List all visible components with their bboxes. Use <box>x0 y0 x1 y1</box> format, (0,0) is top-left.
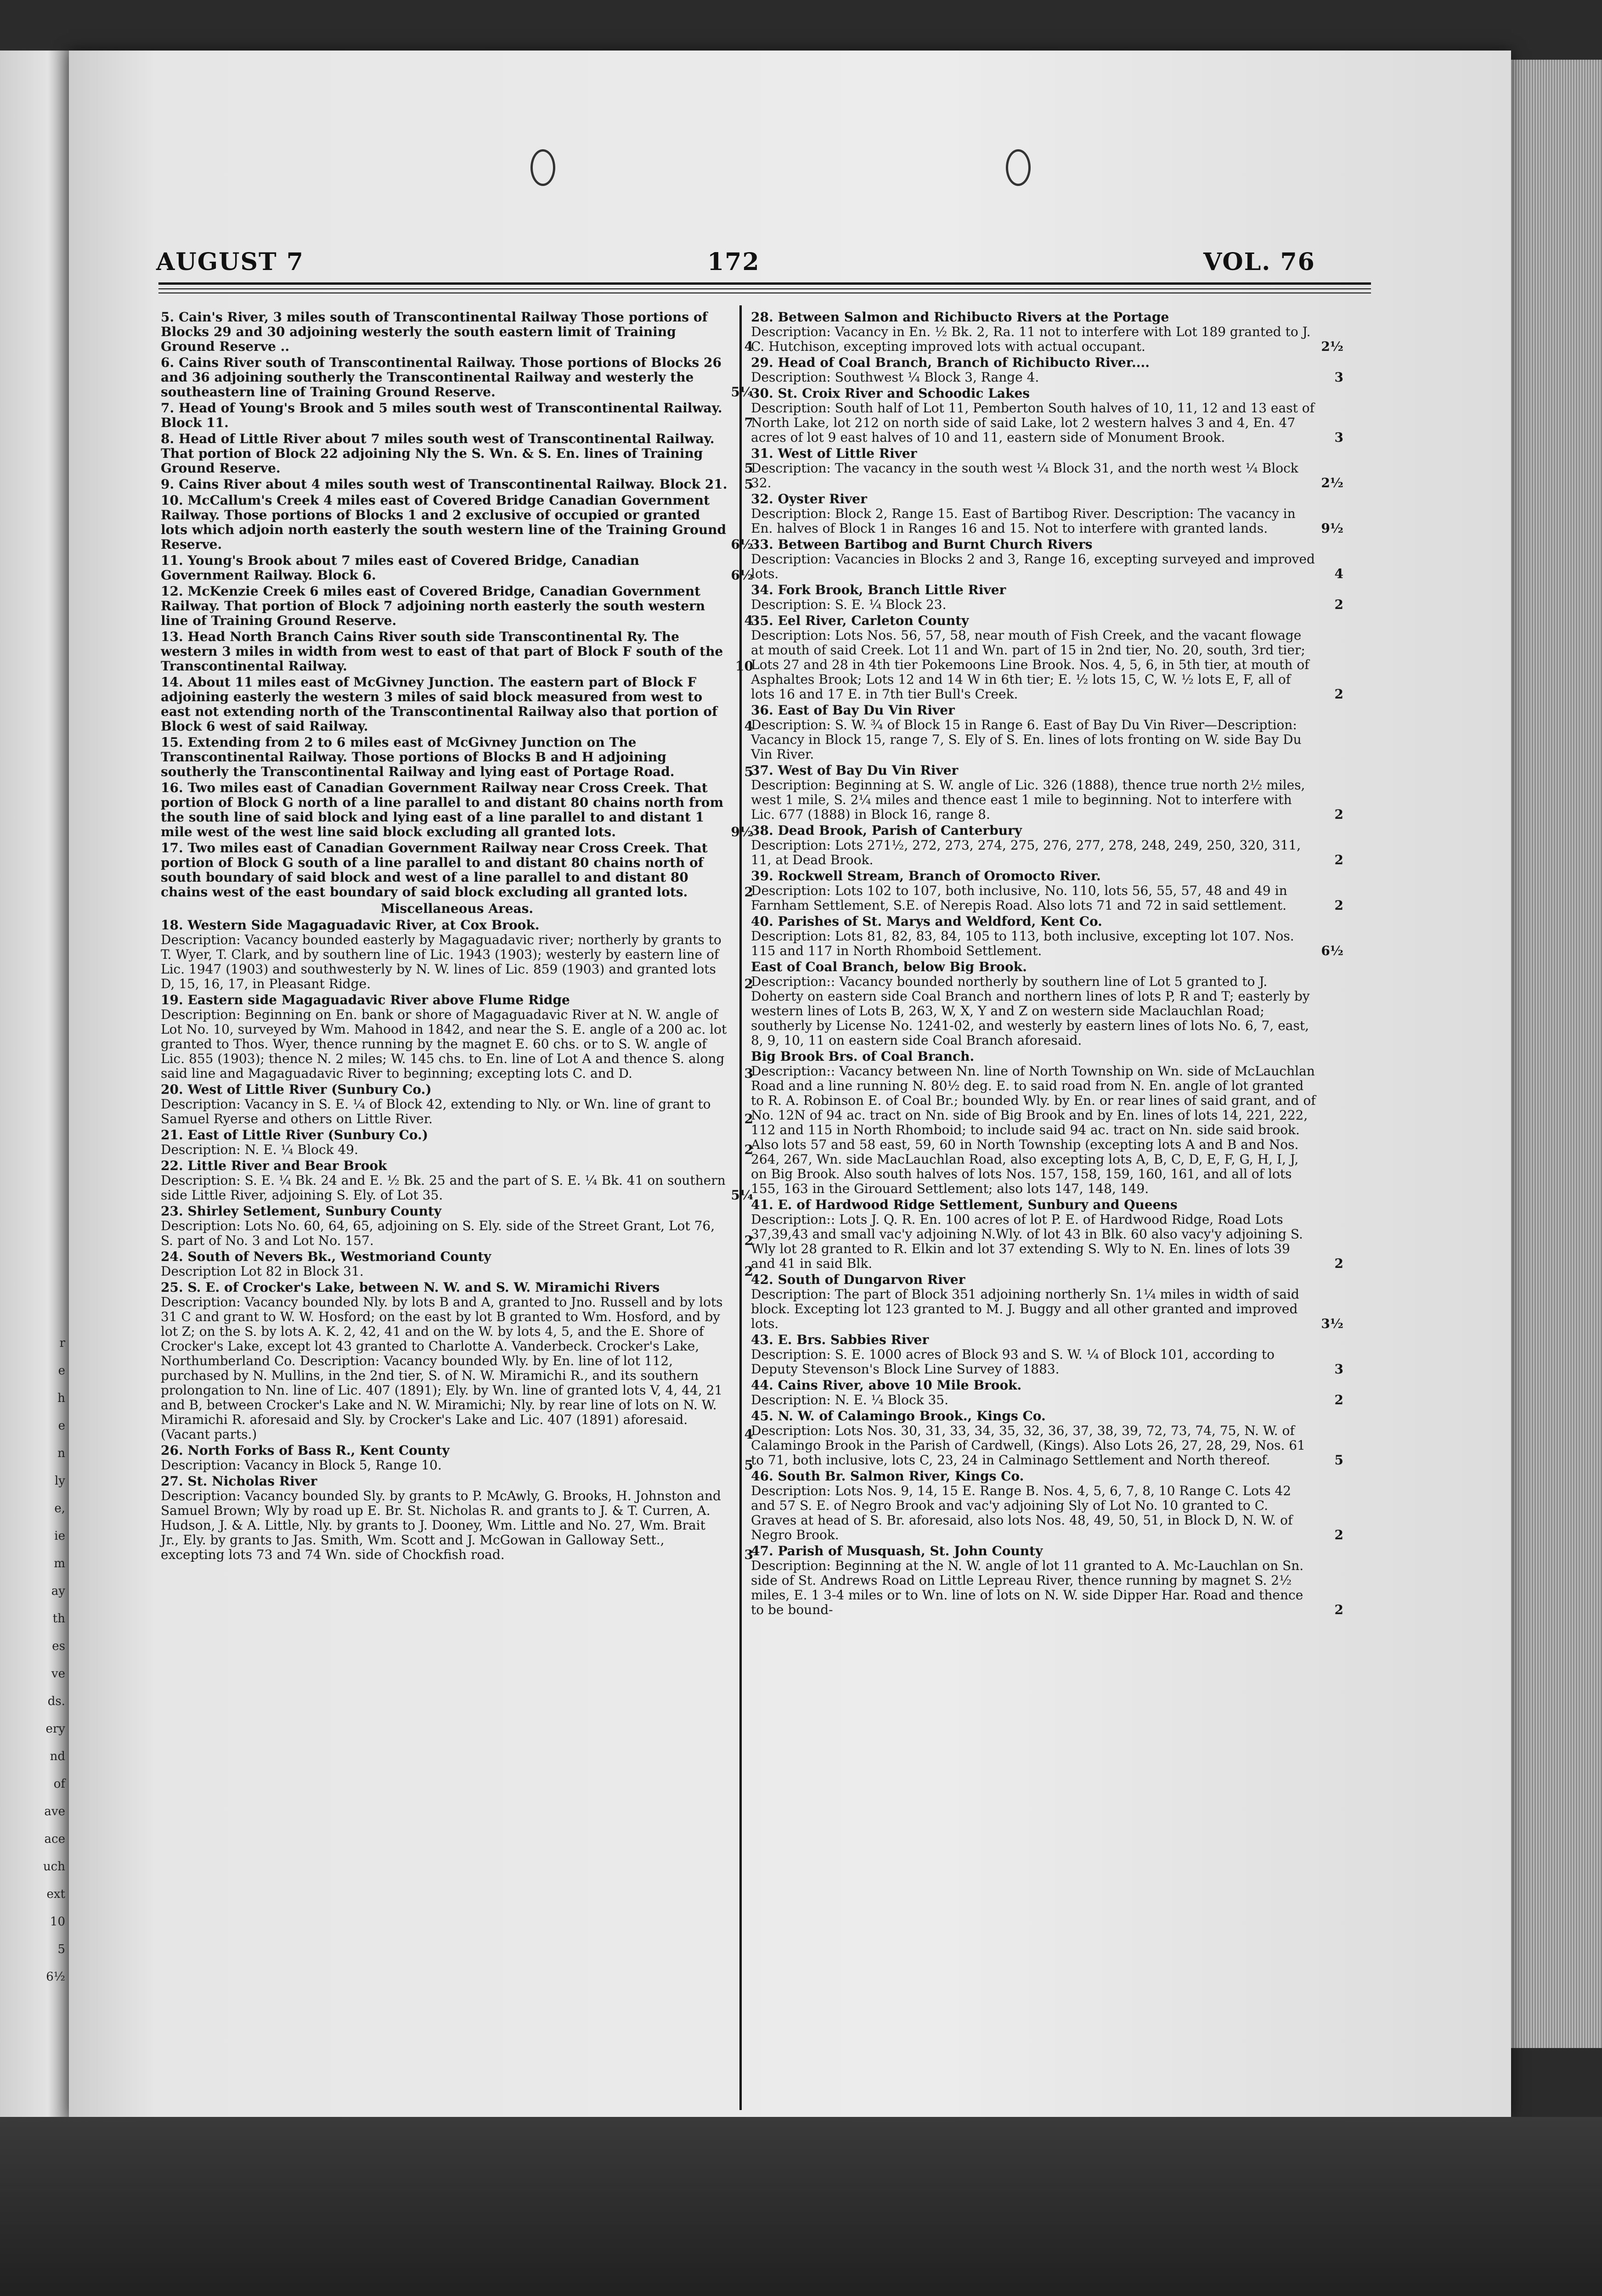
listing-entry <box>751 763 1343 822</box>
entry-title: 24. South of Nevers Bk., Westmoriand County <box>161 1249 491 1264</box>
facing-page-fragment: h <box>57 1391 65 1405</box>
entry-title: 11. Young's Brook about 7 miles east of Covered Bridge, Canadian Government Railway. Block 6. <box>161 553 639 583</box>
entry-title: 22. Little River and Bear Brook <box>161 1158 387 1173</box>
listing-entry <box>751 355 1343 385</box>
entry-area-quantity: 5¼ <box>731 1187 753 1203</box>
entry-area-quantity: 3½ <box>1321 1316 1343 1331</box>
header-date: AUGUST 7 <box>156 248 304 276</box>
listing-entry <box>161 1204 753 1248</box>
listing-entry <box>751 914 1343 958</box>
facing-page-fragment: m <box>54 1557 65 1570</box>
entry-title: 19. Eastern side Magaguadavic River above Flume Ridge <box>161 992 570 1007</box>
listing-entry <box>751 1333 1343 1377</box>
entry-title: 5. Cain's River, 3 miles south of Transcontinental Railway Those portions of Blocks 29 and 30 adjoining westerly the south eastern limit of Training Ground Reserve .. <box>161 310 708 354</box>
listing-entry <box>161 781 753 839</box>
listing-entry <box>161 1474 753 1562</box>
listing-entry <box>751 537 1343 581</box>
entry-description: Description: Lots 271½, 272, 273, 274, 275, 276, 277, 278, 248, 249, 250, 320, 311, 11, at Dead Brook. <box>751 838 1301 867</box>
listing-entry <box>161 993 753 1081</box>
entry-description: Description: Vacancies in Blocks 2 and 3, Range 16, excepting surveyed and improved lots. <box>751 551 1315 581</box>
entry-area-quantity: 2 <box>744 976 753 991</box>
left-column-misc-entries <box>161 918 753 1562</box>
facing-page-fragment: e <box>58 1419 65 1433</box>
entry-description: Description: Lots 102 to 107, both inclusive, No. 110, lots 56, 55, 57, 48 and 49 in Farnham Settlement, S.E. of Nerepis Road. Also lots 71 and 72 in said settlement. <box>751 883 1287 913</box>
entry-title: 45. N. W. of Calamingo Brook., Kings Co. <box>751 1408 1046 1424</box>
listing-entry <box>161 1128 753 1157</box>
facing-page-fragment: ave <box>44 1805 65 1818</box>
listing-entry <box>751 492 1343 536</box>
facing-page-fragment: e <box>58 1364 65 1378</box>
entry-description: Description:: Vacancy between Nn. line of North Township on Wn. side of McLauchlan Road and a line running N. 80½ deg. E. to said road from N. En. angle of lot granted to R. A. Robinson E. of Coal Br.; bounded Wly. by En. or rear lines of said grant, and of No. 12N of 94 ac. tract on Nn. side of Big Brook and by En. lines of lots 14, 221, 222, 112 and 115 in North Rhomboid; to include said 94 ac. tract on Nn. side said brook. Also lots 57 and 58 east, 59, 60 in North Township (excepting lots A and B and Nos. 264, 267, Wn. side MacLauchlan Road, also excepting lots A, B, C, D, E, F, G, H, I, J, on Big Brook. Also south halves of lots Nos. 157, 158, 159, 160, 161, and all of lots 155, 163 in the Girouard Settlement; also lots 147, 148, 149. <box>751 1064 1316 1196</box>
entry-title: 8. Head of Little River about 7 miles south west of Transcontinental Railway. That portion of Block 22 adjoining Nly the S. Wn. & S. En. lines of Training Ground Reserve. <box>161 431 715 476</box>
entry-area-quantity: 2 <box>744 1142 753 1157</box>
listing-entry <box>751 1272 1343 1331</box>
listing-entry <box>161 401 753 430</box>
entry-description: Description: The part of Block 351 adjoining northerly Sn. 1¼ miles in width of said block. Excepting lot 123 granted to M. J. Buggy and all other granted and improved lots. <box>751 1287 1299 1331</box>
entry-title: 15. Extending from 2 to 6 miles east of McGivney Junction on The Transcontinental Railway. Those portions of Blocks B and H adjoining southerly the Transcontinental Railway and lying east of Portage Road. <box>161 735 675 779</box>
entry-description: Description: N. E. ¼ Block 49. <box>161 1142 359 1157</box>
entry-area-quantity: 9½ <box>1321 521 1343 536</box>
entry-title: 27. St. Nicholas River <box>161 1474 317 1489</box>
facing-page-fragment: es <box>52 1639 65 1653</box>
listing-entry <box>751 960 1343 1048</box>
entry-area-quantity: 2 <box>1334 1602 1343 1617</box>
entry-title: 42. South of Dungarvon River <box>751 1272 965 1287</box>
listing-entry <box>161 630 753 674</box>
entry-area-quantity: 2 <box>744 1111 753 1126</box>
listing-entry <box>161 735 753 779</box>
entry-area-quantity: 4 <box>744 719 753 734</box>
listing-entry <box>751 823 1343 867</box>
entry-title: 38. Dead Brook, Parish of Canterbury <box>751 823 1022 838</box>
entry-title: 32. Oyster River <box>751 491 867 506</box>
facing-page-fragment: ly <box>54 1474 65 1488</box>
punch-hole-left <box>530 149 555 186</box>
entry-title: 46. South Br. Salmon River, Kings Co. <box>751 1469 1024 1484</box>
entry-area-quantity: 2 <box>1334 1256 1343 1271</box>
entry-title: 10. McCallum's Creek 4 miles east of Covered Bridge Canadian Government Railway. Those portions of Blocks 1 and 2 exclusive of occupied or granted lots which adjoin north easterly the south western line of the Training Ground Reserve. <box>161 493 727 552</box>
listing-entry <box>161 841 753 900</box>
entry-area-quantity: 4 <box>1334 566 1343 581</box>
entry-area-quantity: 2 <box>744 884 753 900</box>
entry-description: Description: The vacancy in the south west ¼ Block 31, and the north west ¼ Block 32. <box>751 461 1298 490</box>
entry-title: 16. Two miles east of Canadian Government Railway near Cross Creek. That portion of Block G north of a line parallel to and distant 80 chains north from the south line of said block and lying east of a line parallel to and distant 1 mile west of the west line said block excluding all granted lots. <box>161 780 724 839</box>
listing-entry <box>161 355 753 400</box>
listing-entry <box>751 1469 1343 1542</box>
entry-title: 12. McKenzie Creek 6 miles east of Covered Bridge, Canadian Government Railway. That portion of Block 7 adjoining north easterly the south western line of Training Ground Reserve. <box>161 584 705 628</box>
entry-area-quantity: 5 <box>744 764 753 779</box>
listing-entry <box>751 310 1343 354</box>
left-column <box>161 310 753 1564</box>
punch-hole-right <box>1006 149 1031 186</box>
right-column-coal-branch-entries <box>751 960 1343 1196</box>
listing-entry <box>751 1049 1343 1196</box>
entry-area-quantity: 3 <box>1334 370 1343 385</box>
entry-description: Description: S. E. ¼ Block 23. <box>751 597 947 612</box>
entry-title: 34. Fork Brook, Branch Little River <box>751 582 1006 597</box>
facing-page-fragment: 10 <box>50 1915 65 1929</box>
entry-description: Description: Vacancy bounded easterly by Magaguadavic river; northerly by grants to T. Wyer, T. Clark, and by southern line of Lic. 1943 (1903); westerly by eastern line of Lic. 1947 (1903) and southwesterly by N. W. lines of Lic. 859 (1903) and granted lots D, 15, 16, 17, in Pleasant Ridge. <box>161 932 722 991</box>
entry-description: Description: Lots No. 60, 64, 65, adjoining on S. Ely. side of the Street Grant, Lot 76, S. part of No. 3 and Lot No. 157. <box>161 1218 715 1248</box>
entry-title: 7. Head of Young's Brook and 5 miles south west of Transcontinental Railway. Block 11. <box>161 400 722 430</box>
entry-description: Description: Vacancy in Block 5, Range 10. <box>161 1458 442 1473</box>
listing-entry <box>751 583 1343 612</box>
facing-page-fragment: of <box>53 1777 65 1791</box>
entry-title: 17. Two miles east of Canadian Government Railway near Cross Creek. That portion of Block G south of a line parallel to and distant 80 chains north of south boundary of said block and west of a line parallel to and distant 80 chains west of the east boundary of said block excluding all granted lots. <box>161 840 708 900</box>
facing-page-fragment: ace <box>44 1832 65 1846</box>
facing-page-fragment: th <box>52 1612 65 1626</box>
entry-description: Description: N. E. ¼ Block 35. <box>751 1392 949 1407</box>
entry-area-quantity: 2 <box>1334 1527 1343 1542</box>
entry-area-quantity: 9½ <box>731 824 753 839</box>
entry-description: Description:: Vacancy bounded northerly by southern line of Lot 5 granted to J. Doherty on eastern side Coal Branch and northern lines of lots P, R and T; easterly by western lines of Lots B, 263, W, X, Y and Z on western side Maclauchlan Road; southerly by License No. 1241-02, and westerly by eastern lines of lots No. 6, 7, east, 8, 9, 10, 11 on eastern side Coal Branch aforesaid. <box>751 974 1310 1048</box>
entry-description: Description: Vacancy bounded Nly. by lots B and A, granted to Jno. Russell and by lots 31 C and grant to W. W. Hosford; on the east by lot B granted to Wm. Hosford, and by lot Z; on the S. by lots A. K. 2, 42, 41 and on the W. by lots 4, 5, and the E. Shore of Crocker's Lake, except lot 43 granted to Charlotte A. Vanderbeck. Crocker's Lake, Northumberland Co. Description: Vacancy bounded Wly. by En. line of lot 112, purchased by N. Mullins, in the 2nd tier, S. of N. W. Miramichi R., and its southern prolongation to Nn. line of Lic. 407 (1891); Ely. by Wn. line of granted lots V, 4, 44, 21 and B, between Crocker's Lake and N. W. Miramichi; Nly. by rear line of lots on N. W. Miramichi R. aforesaid and Sly. by Crocker's Lake and Lic. 407 (1891) aforesaid. (Vacant parts.) <box>161 1294 723 1442</box>
entry-area-quantity: 2 <box>1334 1392 1343 1407</box>
entry-title: 25. S. E. of Crocker's Lake, between N. W. and S. W. Miramichi Rivers <box>161 1280 660 1295</box>
listing-entry <box>161 493 753 552</box>
entry-title: 36. East of Bay Du Vin River <box>751 703 955 718</box>
listing-entry <box>161 1159 753 1203</box>
entry-description: Description: S. W. ¾ of Block 15 in Range 6. East of Bay Du Vin River—Description: Vacancy in Block 15, range 7, S. Ely of S. En. lines of lots fronting on W. side Bay Du Vin River. <box>751 717 1302 762</box>
entry-description: Description: S. E. 1000 acres of Block 93 and S. W. ¼ of Block 101, according to Deputy Stevenson's Block Line Survey of 1883. <box>751 1347 1275 1377</box>
entry-title: 37. West of Bay Du Vin River <box>751 763 959 778</box>
entry-area-quantity: 4 <box>744 339 753 354</box>
facing-page-fragment: nd <box>50 1750 65 1763</box>
entry-area-quantity: 6½ <box>1321 943 1343 958</box>
facing-page-fragment: ds. <box>47 1694 65 1708</box>
listing-entry <box>161 675 753 734</box>
listing-entry <box>751 869 1343 913</box>
entry-description: Description: Block 2, Range 15. East of Bartibog River. Description: The vacancy in En. halves of Block 1 in Ranges 16 and 15. Not to interfere with granted lands. <box>751 506 1296 536</box>
facing-page-fragment: 5 <box>57 1942 65 1956</box>
listing-entry <box>161 1443 753 1473</box>
entry-description: Description: Lots Nos. 30, 31, 33, 34, 35, 32, 36, 37, 38, 39, 72, 73, 74, 75, N. W. of Calamingo Brook in the Parish of Cardwell, (Kings). Also Lots 26, 27, 28, 29, Nos. 61 to 71, both inclusive, lots C, 23, 24 in Calminago Settlement and North thereof. <box>751 1423 1305 1468</box>
entry-area-quantity: 3 <box>1334 430 1343 445</box>
entry-area-quantity: 2 <box>1334 898 1343 913</box>
entry-title: 40. Parishes of St. Marys and Weldford, Kent Co. <box>751 914 1102 929</box>
entry-title: 26. North Forks of Bass R., Kent County <box>161 1443 450 1458</box>
entry-description: Description: S. E. ¼ Bk. 24 and E. ½ Bk. 25 and the part of S. E. ¼ Bk. 41 on southern side Little River, adjoining S. Ely. of Lot 35. <box>161 1173 726 1203</box>
listing-entry <box>161 477 753 492</box>
left-column-entries <box>161 310 753 900</box>
table-surface <box>0 2117 1602 2296</box>
entry-title: 43. E. Brs. Sabbies River <box>751 1332 929 1347</box>
entry-area-quantity: 2 <box>744 1233 753 1248</box>
entry-description: Description: Beginning at S. W. angle of Lic. 326 (1888), thence true north 2½ miles, west 1 mile, S. 2¼ miles and thence east 1 mile to beginning. Not to interfere with Lic. 677 (1888) in Block 16, range 8. <box>751 777 1305 822</box>
listing-entry <box>161 553 753 583</box>
entry-title: 23. Shirley Setlement, Sunbury County <box>161 1204 442 1219</box>
listing-entry <box>161 1249 753 1279</box>
listing-entry <box>161 918 753 991</box>
entry-area-quantity: 2 <box>1334 687 1343 702</box>
entry-area-quantity: 5 <box>1334 1452 1343 1468</box>
entry-area-quantity: 4 <box>744 613 753 628</box>
listing-entry <box>751 703 1343 762</box>
listing-entry <box>751 1409 1343 1468</box>
facing-page-fragment: r <box>59 1336 65 1350</box>
entry-area-quantity: 3 <box>744 1066 753 1081</box>
entry-area-quantity: 5 <box>744 477 753 492</box>
entry-title: 20. West of Little River (Sunbury Co.) <box>161 1082 432 1097</box>
header-rule-thick <box>158 282 1371 285</box>
misc-areas-heading: Miscellaneous Areas. <box>380 901 534 916</box>
entry-description: Description: Lots Nos. 56, 57, 58, near mouth of Fish Creek, and the vacant flowage at mouth of said Creek. Lot 11 and Wn. part of 15 in 2nd tier, No. 20, south, 3rd tier; Lots 27 and 28 in 4th tier Pokemoons Line Brook. Nos. 4, 5, 6, in 5th tier, at mouth of Asphaltes Brook; Lots 12 and 14 W in 6th tier; E. ½ lots 15, C, W. ½ lots E, F, all of lots 16 and 17 E. in 7th tier Bull's Creek. <box>751 628 1309 702</box>
facing-page-fragment: ay <box>51 1584 65 1598</box>
listing-entry <box>161 1082 753 1126</box>
entry-area-quantity: 10 <box>735 658 753 674</box>
listing-entry <box>161 1280 753 1442</box>
entry-title: Big Brook Brs. of Coal Branch. <box>751 1049 975 1064</box>
entry-title: 14. About 11 miles east of McGivney Junction. The eastern part of Block F adjoining easterly the western 3 miles of said block measured from west to east not extending north of the Transcontinental Railway also that portion of Block 6 west of said Railway. <box>161 675 717 734</box>
entry-description: Description: Beginning on En. bank or shore of Magaguadavic River at N. W. angle of Lot No. 10, surveyed by Wm. Mahood in 1842, and near the S. E. angle of a 200 ac. lot granted to Thos. Wyer, thence running by the magnet E. 60 chs. or to S. W. angle of Lic. 855 (1903); thence N. 2 miles; W. 145 chs. to En. line of Lot A and thence S. along said line and Magaguadavic River to beginning; excepting lots C. and D. <box>161 1007 727 1081</box>
entry-description: Description: Beginning at the N. W. angle of lot 11 granted to A. Mc-Lauchlan on Sn. side of St. Andrews Road on Little Lepreau River, thence running by magnet S. 2½ miles, E. 1 3-4 miles or to Wn. line of lots on N. W. side Dipper Har. Road and thence to be bound- <box>751 1558 1304 1617</box>
entry-area-quantity: 2 <box>744 1264 753 1279</box>
entry-area-quantity: 3 <box>744 1547 753 1562</box>
entry-area-quantity: 2 <box>1334 597 1343 612</box>
entry-description: Description Lot 82 in Block 31. <box>161 1264 364 1279</box>
header-rule-thin <box>158 288 1371 289</box>
facing-page-edge <box>0 51 69 2117</box>
entry-description: Description: Lots Nos. 9, 14, 15 E. Range B. Nos. 4, 5, 6, 7, 8, 10 Range C. Lots 42 and 57 S. E. of Negro Brook and vac'y adjoining Sly of Lot No. 10 granted to C. Graves at head of S. Br. aforesaid, also lots Nos. 48, 49, 50, 51, in Block D, N. W. of Negro Brook. <box>751 1483 1293 1542</box>
entry-title: 33. Between Bartibog and Burnt Church Rivers <box>751 537 1093 552</box>
entry-title: 9. Cains River about 4 miles south west of Transcontinental Railway. Block 21. <box>161 477 728 492</box>
entry-title: 47. Parish of Musquash, St. John County <box>751 1543 1043 1559</box>
entry-area-quantity: 6½ <box>731 537 753 552</box>
entry-area-quantity: 5¼ <box>731 384 753 400</box>
entry-title: 21. East of Little River (Sunbury Co.) <box>161 1127 429 1142</box>
entry-area-quantity: 7 <box>744 415 753 430</box>
listing-entry <box>751 1378 1343 1407</box>
facing-page-fragment: n <box>57 1446 65 1460</box>
gazette-page <box>69 51 1511 2117</box>
entry-area-quantity: 5 <box>744 461 753 476</box>
entry-title: 41. E. of Hardwood Ridge Settlement, Sunbury and Queens <box>751 1197 1178 1212</box>
entry-description: Description: Vacancy in S. E. ¼ of Block 42, extending to Nly. or Wn. line of grant to Samuel Ryerse and others on Little River. <box>161 1097 711 1126</box>
entry-area-quantity: 2 <box>1334 807 1343 822</box>
facing-page-fragment: 6½ <box>46 1970 65 1984</box>
entry-area-quantity: 2½ <box>1321 475 1343 490</box>
listing-entry <box>751 446 1343 490</box>
entry-title: 35. Eel River, Carleton County <box>751 613 969 628</box>
facing-page-fragment: ve <box>51 1667 65 1681</box>
right-column <box>751 310 1343 1619</box>
entry-title: 6. Cains River south of Transcontinental Railway. Those portions of Blocks 26 and 36 adjoining southerly the Transcontinental Railway and westerly the southeastern line of Training Ground Reserve. <box>161 355 722 400</box>
header-page-number: 172 <box>707 248 760 276</box>
entry-title: 13. Head North Branch Cains River south side Transcontinental Ry. The western 3 miles in width from west to east of that part of Block F south of the Transcontinental Railway. <box>161 629 723 674</box>
entry-title: 28. Between Salmon and Richibucto Rivers at the Portage <box>751 310 1169 325</box>
entry-description: Description: Southwest ¼ Block 3, Range 4. <box>751 370 1039 385</box>
entry-title: 18. Western Side Magaguadavic River, at Cox Brook. <box>161 917 540 933</box>
entry-description: Description: Lots 81, 82, 83, 84, 105 to 113, both inclusive, excepting lot 107. Nos. 115 and 117 in North Rhomboid Settlement. <box>751 929 1294 958</box>
listing-entry <box>751 1198 1343 1271</box>
entry-area-quantity: 6½ <box>731 568 753 583</box>
entry-area-quantity: 5 <box>744 1458 753 1473</box>
listing-entry <box>751 1544 1343 1617</box>
facing-page-fragment: ery <box>45 1722 65 1736</box>
entry-area-quantity: 2½ <box>1321 339 1343 354</box>
entry-area-quantity: 3 <box>1334 1362 1343 1377</box>
header-volume: VOL. 76 <box>1203 248 1315 276</box>
entry-description: Description: Vacancy bounded Sly. by grants to P. McAwly, G. Brooks, H. Johnston and Samuel Brown; Wly by road up E. Br. St. Nicholas R. and grants to J. & T. Curren, A. Hudson, J. & A. Little, Nly. by grants to J. Dooney, Wm. Little and No. 27, Wm. Brait Jr., Ely. by grants to Jas. Smith, Wm. Scott and J. McGowan in Galloway Sett., excepting lots 73 and 74 Wn. side of Chockfish road. <box>161 1488 721 1562</box>
entry-description: Description: Vacancy in En. ½ Bk. 2, Ra. 11 not to interfere with Lot 189 granted to J. C. Hutchison, excepting improved lots with actual occupant. <box>751 324 1311 354</box>
page-stack-edge <box>1511 60 1602 2048</box>
listing-entry <box>751 386 1343 445</box>
entry-title: East of Coal Branch, below Big Brook. <box>751 959 1027 974</box>
facing-page-fragment: uch <box>43 1860 65 1874</box>
listing-entry <box>161 310 753 354</box>
entry-area-quantity: 4 <box>744 1427 753 1442</box>
entry-title: 44. Cains River, above 10 Mile Brook. <box>751 1378 1022 1393</box>
facing-page-fragment: e, <box>54 1502 65 1515</box>
entry-description: Description: South half of Lot 11, Pemberton South halves of 10, 11, 12 and 13 east of North Lake, lot 212 on north side of said Lake, lot 2 western halves 3 and 4, En. 47 acres of lot 9 east halves of 10 and 11, eastern side of Monument Brook. <box>751 400 1314 445</box>
right-column-end-entries <box>751 1198 1343 1617</box>
entry-description: Description:: Lots J. Q. R. En. 100 acres of lot P. E. of Hardwood Ridge, Road Lots 37,39,43 and small vac'y adjoining N.Wly. of lot 43 in Blk. 60 also vacy'y adjoining S. Wly lot 28 granted to R. Elkin and lot 37 extending S. Wly to N. En. lines of lots 39 and 41 in said Blk. <box>751 1212 1303 1271</box>
entry-area-quantity: 2 <box>1334 852 1343 867</box>
entry-title: 39. Rockwell Stream, Branch of Oromocto River. <box>751 868 1101 884</box>
facing-page-text-fragments <box>0 51 69 2117</box>
listing-entry <box>161 432 753 476</box>
listing-entry <box>751 613 1343 702</box>
entry-title: 29. Head of Coal Branch, Branch of Richibucto River.... <box>751 355 1150 370</box>
entry-title: 30. St. Croix River and Schoodic Lakes <box>751 386 1030 401</box>
entry-title: 31. West of Little River <box>751 446 917 461</box>
facing-page-fragment: ext <box>46 1887 65 1901</box>
right-column-entries <box>751 310 1343 958</box>
listing-entry <box>161 584 753 628</box>
facing-page-fragment: ie <box>54 1529 65 1543</box>
